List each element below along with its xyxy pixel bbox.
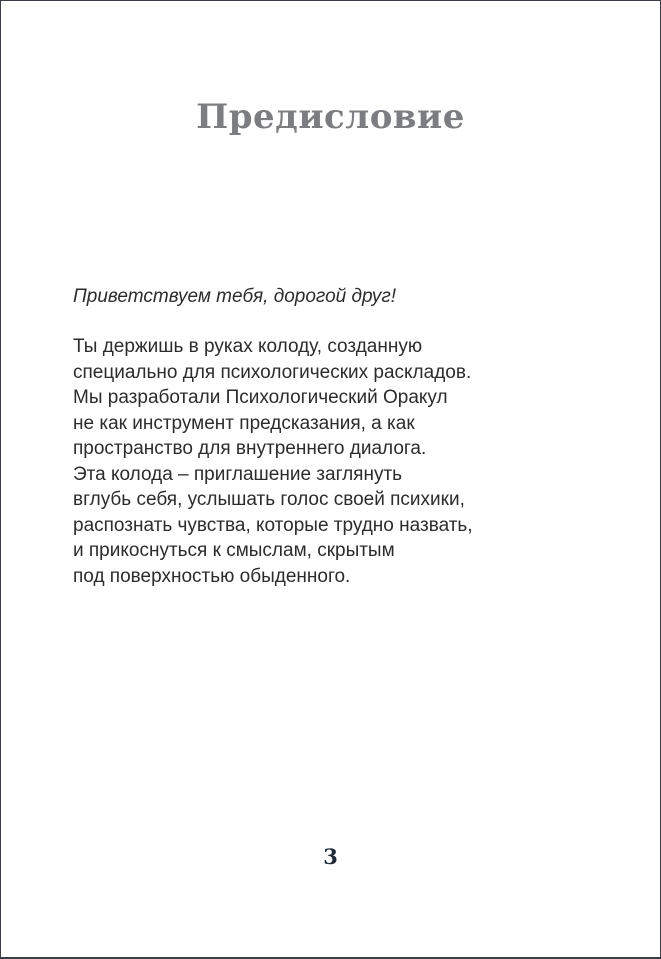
greeting-text: Приветствуем тебя, дорогой друг! <box>73 286 397 307</box>
body-line: Мы разработали Психологический Оракул <box>73 387 448 408</box>
body-line: и прикоснуться к смыслам, скрытым <box>73 540 395 561</box>
body-line: Ты держишь в руках колоду, созданную <box>73 336 423 357</box>
body-line: пространство для внутреннего диалога. <box>73 438 427 459</box>
body-line: специально для психологических раскладов. <box>73 361 472 383</box>
body-paragraph <box>73 334 473 589</box>
body-line: не как инструмент предсказания, а как <box>73 412 415 434</box>
page-number: 3 <box>323 844 338 869</box>
page-title: Предисловие <box>196 97 465 137</box>
body-line: вглубь себя, услышать голос своей психики, <box>73 489 465 510</box>
body-line: под поверхностью обыденного. <box>73 565 351 587</box>
body-line: Эта колода – приглашение заглянуть <box>73 463 403 485</box>
body-line: распознать чувства, которые трудно назвать, <box>73 514 473 536</box>
